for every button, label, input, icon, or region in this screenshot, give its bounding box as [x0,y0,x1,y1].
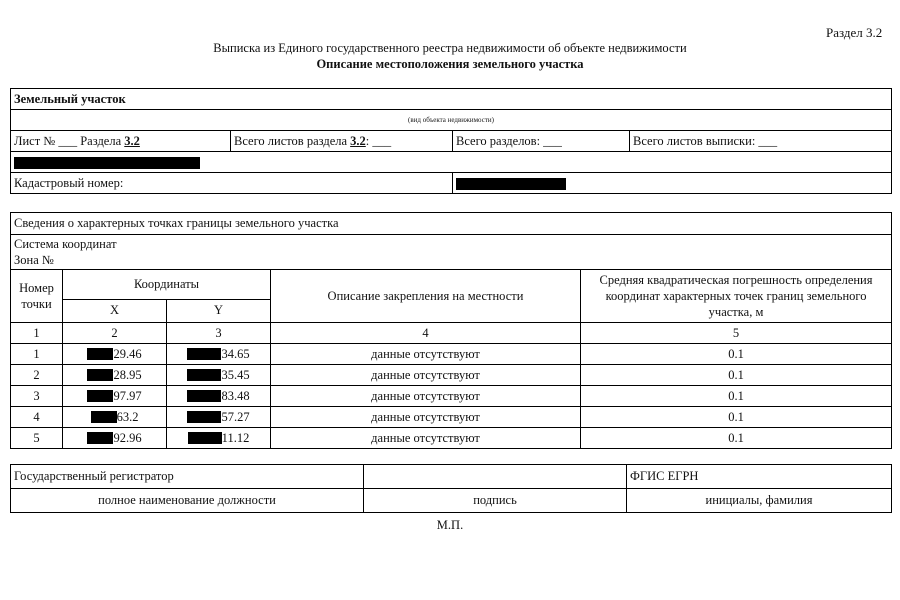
cadastral-value-cell [453,173,892,194]
error-value: 0.1 [581,344,892,365]
redaction-bar [187,348,221,360]
coord-x: 92.96 [113,430,142,445]
col-description: Описание закрепления на местности [271,270,581,323]
stamp-place: М.П. [436,518,464,532]
coord-x-cell [63,428,167,449]
col-num: 3 [167,323,271,344]
registrar-label: Государственный регистратор [11,465,364,489]
point-number: 5 [11,428,63,449]
signature-field [364,465,627,489]
error-value: 0.1 [581,428,892,449]
coord-y: 34.65 [221,346,250,361]
coord-y: 57.27 [221,409,250,424]
coord-x: 29.46 [113,346,142,361]
fixing-description: данные отсутствуют [271,365,581,386]
object-type: Земельный участок [11,89,892,110]
sheet-number-cell [11,131,231,152]
coord-system-label: Система координат [14,237,117,251]
col-num: 4 [271,323,581,344]
object-info-table [10,88,892,194]
redaction-bar [14,157,200,169]
coord-x-cell [63,365,167,386]
point-number: 3 [11,386,63,407]
fixing-description: данные отсутствуют [271,386,581,407]
col-point-number: Номер точки [11,270,63,323]
redaction-bar [87,369,113,381]
total-sheets-section-value: 3.2 [350,133,366,148]
table-row [11,428,892,449]
coord-y: 11.12 [221,430,250,445]
fixing-description: данные отсутствуют [271,344,581,365]
object-type-hint: (вид объекта недвижимости) [11,110,892,131]
col-num: 2 [63,323,167,344]
col-y: Y [167,299,271,322]
name-caption: инициалы, фамилия [627,489,892,513]
coord-y: 83.48 [221,388,250,403]
signature-table [10,464,892,513]
error-value: 0.1 [581,365,892,386]
redaction-bar [188,432,222,444]
redacted-date-cell [11,152,892,173]
col-x: X [63,299,167,322]
redaction-bar [91,411,117,423]
sheet-number-label: Лист № ___ Раздела [14,133,125,148]
point-number: 4 [11,407,63,428]
document-subtitle: Описание местоположения земельного участка [316,57,584,71]
table-row [11,386,892,407]
points-title: Сведения о характерных точках границы земельного участка [11,213,892,235]
coord-y-cell [167,386,271,407]
total-sheets-section-label: Всего листов раздела [234,133,351,148]
col-num: 1 [11,323,63,344]
coord-x: 28.95 [113,367,142,382]
col-coordinates: Координаты [63,270,271,300]
table-row [11,365,892,386]
table-row [11,344,892,365]
document-title: Выписка из Единого государственного реестра недвижимости об объекте недвижимости [213,41,687,55]
fixing-description: данные отсутствуют [271,428,581,449]
coord-x-cell [63,386,167,407]
table-row [11,407,892,428]
fixing-description: данные отсутствуют [271,407,581,428]
coord-y-cell [167,407,271,428]
total-sheets-extract: Всего листов выписки: ___ [630,131,892,152]
redaction-bar [87,432,113,444]
error-value: 0.1 [581,386,892,407]
point-number: 1 [11,344,63,365]
sheet-section-value: 3.2 [124,133,140,148]
coord-x: 63.2 [116,409,139,424]
redaction-bar [187,369,221,381]
coord-x: 97.97 [113,388,142,403]
error-value: 0.1 [581,407,892,428]
total-sheets-section-suffix: : ___ [365,133,392,148]
coord-y-cell [167,365,271,386]
position-caption: полное наименование должности [11,489,364,513]
coord-system-cell [11,235,892,270]
redaction-bar [187,411,221,423]
signature-caption: подпись [364,489,627,513]
boundary-points-table [10,212,892,449]
col-num: 5 [581,323,892,344]
coord-x-cell [63,344,167,365]
section-label: Раздел 3.2 [826,25,883,40]
redaction-bar [456,178,566,190]
col-error: Средняя квадратическая погрешность определения координат характерных точек границ земельного участка, м [581,270,892,323]
point-number: 2 [11,365,63,386]
zone-label: Зона № [14,253,54,267]
redaction-bar [187,390,221,402]
coord-y-cell [167,344,271,365]
fgis-label: ФГИС ЕГРН [627,465,892,489]
redaction-bar [87,390,113,402]
total-sections: Всего разделов: ___ [453,131,630,152]
coord-y-cell [167,428,271,449]
coord-x-cell [63,407,167,428]
cadastral-label: Кадастровый номер: [11,173,453,194]
total-sheets-section-cell [231,131,453,152]
redaction-bar [87,348,113,360]
coord-y: 35.45 [221,367,250,382]
